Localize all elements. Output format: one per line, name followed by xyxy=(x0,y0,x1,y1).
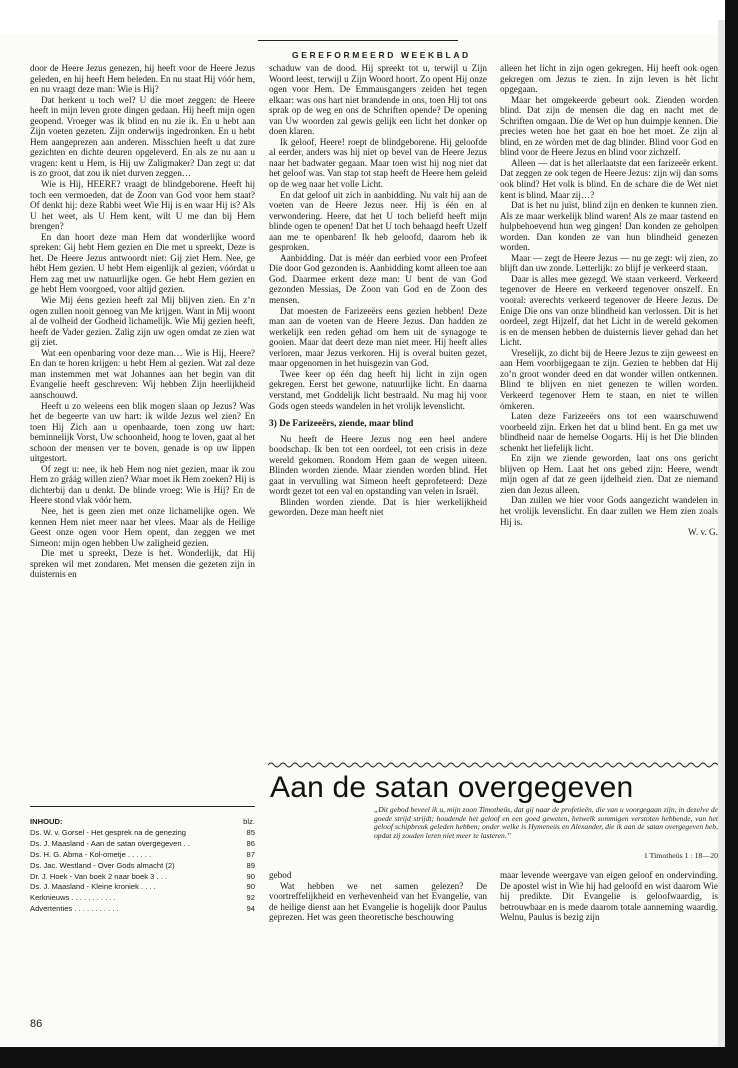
author-signature: W. v. G. xyxy=(688,527,718,538)
table-of-contents xyxy=(30,817,255,915)
paragraph: Maar — zegt de Heere Jezus — nu ge zegt: wij zien, zo blijft dan uw zonde. Letterlijk: zo blijf je verkeerd staan. xyxy=(500,252,718,274)
toc-page-label: blz. xyxy=(243,817,255,826)
toc-item-page: 87 xyxy=(246,849,255,859)
paragraph: Dat moesten de Farizeeërs eens gezien hebben! Deze man aan de voeten van de Heere Jezus. Dan hadden ze werkelijk een reden gehad om hem uit de synagoge te gooien. Maar dat deert deze man niet meer. Hij heeft alles verloren, maar Jezus verkoren. Hij is overal buiten gezet, maar opgenomen in het huisgezin van God. xyxy=(269,305,487,369)
article-body-column-1 xyxy=(269,870,487,1040)
toc-item-title: Ds. Jac. Westland - Over Gods almacht (2) xyxy=(30,860,175,870)
paragraph: Wat hebben we net samen gelezen? De voortreffelijkheid en verhevenheid van het Evangelie, van de heilige dienst aan het Evangelie is hogelijk door Paulus geprezen. Het was geen theoretische beschouwing xyxy=(269,880,487,923)
paragraph: gebod xyxy=(269,870,292,880)
paragraph: Alleen — dat is het allerlaatste dat een farizeeër erkent. Dat zeggen ze ook tegen de Heere Jezus: zijn wij dan soms ook blind? Het volk is blind. En de schare die de Wet niet kent is blind. Maar zij…? xyxy=(500,157,718,200)
toc-header xyxy=(30,817,255,828)
scan-edge-shadow xyxy=(718,20,725,1060)
toc-item-title: Kerknieuws . . . . . . . . . . . xyxy=(30,893,116,903)
toc-item-page: 85 xyxy=(246,827,255,837)
paragraph: Aanbidding. Dat is méér dan eerbied voor een Profeet Die door God gezonden is. Aanbidding komt alleen toe aan God. Daarmee erkent deze man: U bent de van God gezonden Messias, De Zoon van God en de Zoon des mensen. xyxy=(269,252,487,306)
toc-item-title: Ds. J. Maasland - Aan de satan overgegeven . . xyxy=(30,838,190,848)
toc-item xyxy=(30,861,255,872)
running-title: GEREFORMEERD WEEKBLAD xyxy=(292,50,471,60)
paragraph: Dan zullen we hier voor Gods aangezicht wandelen in het vrolijk levenslicht. En daar zullen we Hem zien zoals Hij is. xyxy=(500,495,718,527)
paragraph: Wie Mij éens gezien heeft zal Mij blijven zien. En z’n ogen zullen nooit genoeg van Me krijgen. Want in Mij woont al de volheid der Godheid lichamelijk. Wie Mij gezien heeft, heeft de Vader gezien. Zalig zijn uw ogen omdat ze zien wat gij ziet. xyxy=(30,295,255,348)
paragraph: En dat geloof uit zich in aanbidding. Nu valt hij aan de voeten van de Heere Jezus neer. Hij is één en al verwondering. Heere, dat het U toch beliefd heeft mijn blinde ogen te openen! Dat het U toch behaagd heeft Uzelf aan me te openbaren! Ik heb geloofd, daarom heb ik gesproken. xyxy=(269,189,487,253)
article-body-column-2 xyxy=(500,870,718,1040)
header-rule xyxy=(258,40,458,41)
scan-right-edge xyxy=(725,0,738,1068)
paragraph: Die met u spreekt, Deze is het. Wonderlijk, dat Hij spreken wil met zondaren. Met mensen die gezeten zijn in duisternis en xyxy=(30,548,255,580)
toc-heading: INHOUD: xyxy=(30,817,63,826)
scan-top-margin xyxy=(0,0,738,34)
paragraph: Vreselijk, zo dicht bij de Heere Jezus te zijn geweest en aan Hem voorbijgegaan te zijn. Gezien te hebben dat Hij zo’n groot wonder deed en dat wonder willen ontkennen. Blind te blijven en niet genezen te willen worden. Verkeerd tegenover Hem te staan, en niet te willen ómkeren. xyxy=(500,347,718,411)
paragraph: Blinden worden ziende. Dat is hier werkelijkheid geworden. Deze man heeft niet xyxy=(269,496,487,518)
toc-item xyxy=(30,828,255,839)
paragraph: door de Heere Jezus genezen, hij heeft voor de Heere Jezus geleden, en hij heeft Hem beleden. En nu staat Hij vóór hem, en nu vraagt deze man: Wie is Hij? xyxy=(30,63,255,95)
toc-item xyxy=(30,839,255,850)
toc-item-title: Ds. W. v. Gorsel - Het gesprek na de genezing xyxy=(30,827,187,837)
toc-list xyxy=(30,828,255,915)
paragraph: Dat herkent u toch wel? U die moet zeggen: de Heere heeft in mijn leven grote dingen gedaan. Hij heeft mijn ogen geopend. Vroeger was ik blind en nu zie ik. En u hebt aan Zijn voeten gezeten. Zijn onderwijs ingedronken. En u hebt Hem aangeprezen aan anderen. Misschien heeft u dat zure gezichten en dichte deuren opgeleverd. En als ze nu aan u vragen: kent u Hem, is Hij uw Zaligmaker? Dan zegt u: dat is zo groot, dat zou ik niet durven zeggen… xyxy=(30,94,255,179)
article-epigraph: „Dit gebod beveel ik u, mijn zoon Timotheüs, dat gij naar de profetieën, die van u voorgegaan zijn, in dezelve de goede strijd strijdt; houdende het geloof en een goed geweten, hetwelk sommigen verstoten hebbende, van het geloof schipbreuk geleden hebben; onder welke is Hymeneüs en Alexander, die ik aan de satan overgegeven heb, opdat zij zouden leren niet meer te lasteren.” xyxy=(374,805,718,840)
scan-bottom-edge xyxy=(0,1047,738,1068)
paragraph: Nee, het is geen zien met onze lichamelijke ogen. We kennen Hem niet meer naar het vlees. Maar als de Heilige Geest onze ogen voor Hem opent, dan zeggen we met Simeon: mijn ogen hebben Uw zaligheid gezien. xyxy=(30,505,255,548)
paragraph: Twee keer op één dag heeft hij licht in zijn ogen gekregen. Eerst het gewone, natuurlijke licht. En daarna verstand, met Goddelijk licht bestraald. Nu mag hij voor Gods ogen steeds wandelen in het vrolijk levenslicht. xyxy=(269,368,487,411)
toc-item-page: 92 xyxy=(246,893,255,903)
column-3 xyxy=(500,63,718,763)
toc-item-page: 90 xyxy=(246,871,255,881)
article-title: Aan de satan overgegeven xyxy=(270,771,634,804)
paragraph: Of zegt u: nee, ik heb Hem nog niet gezien, maar ik zou Hem zo gráág willen zien? Waar moet ik Hem zoeken? Hij is dichterbij dan u denkt. De blinde vroeg: Wie is Hij? En de Heere stond vlak vóór hem. xyxy=(30,463,255,506)
paragraph: Ik geloof, Heere! roept de blindgeborene. Hij geloofde al eerder, anders was hij niet op bevel van de Heere Jezus naar het badwater gegaan. Maar toen wist hij nog niet dat het geloof was. Van stap tot stap heeft de Heere hem geleid op de weg naar het volle Licht. xyxy=(269,136,487,190)
paragraph: Heeft u zo weleens een blik mogen slaan op Jezus? Was het de begeerte van uw hart: ik wilde Jezus wel zien? En toen Hij Zich aan u openbaarde, toen zong uw hart: beminnelijk Vorst, Uw schoonheid, hoog te loven, gaat al het schoon der mensen ver te boven, genade is op uw lippen uitgestort. xyxy=(30,400,255,464)
paragraph: Laten deze Farizeeërs ons tot een waarschuwend voorbeeld zijn. Erken het dat u blind bent. En ga met uw blindheid naar de hemelse Oogarts. Hij is het Die blinden schenkt het liefelijk licht. xyxy=(500,411,718,453)
toc-item xyxy=(30,850,255,861)
toc-top-rule xyxy=(30,806,255,807)
paragraph: maar levende weergave van eigen geloof en ondervinding. De apostel wist in Wie hij had geloofd en wist daarom Wie hij predikte. Dit Evangelie is geloofwaardig, is betrouwbaar en is mede daarom totale aanneming waardig. Welnu, Paulus is bezig zijn xyxy=(500,870,718,923)
toc-item-title: Advertenties . . . . . . . . . . . xyxy=(30,904,119,914)
toc-item-title: Ds. H. G. Abma - Kol-ometje . . . . . . xyxy=(30,849,152,859)
toc-item-title: Ds. J. Maasland - Kleine kroniek . . . . xyxy=(30,882,156,892)
paragraph: alleen het licht in zijn ogen gekregen. Hij heeft ook ogen gekregen om Jezus te zien. In zijn leven is hèt licht opgegaan. xyxy=(500,63,718,95)
paragraph: Maar het omgekeerde gebeurt ook. Zienden worden blind. Dat zijn de mensen die dag en nacht met de Schriften omgaan. Die de Wet op hun duimpje kennen. Die precies weten hoe het gaat en hoe het moet. Ze zijn al blind, en ze wòrden met de dag blinder. Blind voor God en blind voor de Heere Jezus en blind voor zichzelf. xyxy=(500,94,718,158)
toc-item xyxy=(30,872,255,883)
toc-item-page: 94 xyxy=(246,904,255,914)
paragraph: En zijn we ziende geworden, laat ons ons gericht blijven op Hem. Laat het ons gebed zijn: Heere, wendt mijn ogen af dat ze geen ijdelheid zien. Dat ze niemand zien dan Jezus alleen. xyxy=(500,453,718,495)
column-1 xyxy=(30,63,255,788)
epigraph-reference: 1 Timotheüs 1 : 18—20 xyxy=(643,851,718,860)
toc-item-page: 89 xyxy=(246,860,255,870)
paragraph: En dan hoort deze man Hem dat wonderlijke woord spreken: Gij hebt Hem gezien en Die met u spreekt, Deze is het. De Heere Jezus antwoordt niet: Gij ziet Hem. Nee, ge hébt Hem gezien. U hebt Hem eigenlijk al gezien, vóórdat u Hem zag met uw natuurlijke ogen. Ge hebt Hem gezien en ge hebt Hem voorgoed, voor altijd gezien. xyxy=(30,231,255,295)
toc-item-page: 86 xyxy=(246,838,255,848)
paragraph: Nu heeft de Heere Jezus nog een heel andere boodschap. Ik ben tot een oordeel, tot een crisis in deze wereld gekomen. Rondom Hem gaan de wegen uiteen. Blinden worden ziende. Maar zienden worden blind. Het gaat in vervulling wat Simeon heeft geprofeteerd: Deze wordt gezet tot een val en opstanding van velen in Israël. xyxy=(269,433,487,497)
page-number: 86 xyxy=(30,1018,43,1030)
paragraph: Dat is het nu juist, blind zijn en denken te kunnen zien. Als ze maar werkelijk blind waren! Als ze maar tastend en hulpbehoevend hun weg gingen! Dan konden ze geholpen worden. Dan konden ze van hun blindheid genezen worden. xyxy=(500,200,718,253)
paragraph: Wat een openbaring voor deze man… Wie is Hij, Heere? En dan te horen krijgen: u hebt Hem al gezien. Wat zal deze man instemmen met wat Johannes aan het begin van dit Evangelie heeft geschreven: Wij hebben Zijn heerlijkheid aanschouwd. xyxy=(30,347,255,400)
paragraph: schaduw van de dood. Hij spreekt tot u, terwijl u Zijn Woord leest, terwijl u Zijn Woord hoort. Zo opent Hij onze ogen voor Hem. De Emmausgangers zeiden het tegen elkaar: was ons hart niet brandende in ons, toen Hij tot ons sprak op de weg en ons de Schriften opende? De opening van Uw woorden zal gewis gelijk een licht het donker op doen klaren. xyxy=(269,63,487,137)
column-2 xyxy=(269,63,487,760)
wavy-divider xyxy=(268,761,718,769)
paragraph: Daar is alles mee gezegd. We staan verkeerd. Verkeerd tegenover de Heere en verkeerd tegenover onszelf. En vooral: averechts verkeerd tegenover de Heere Jezus. De Enige Die ons van onze blindheid kan verlossen. Dit is het oordeel, zegt Hijzelf, dat het Licht in de wereld gekomen is en de mensen hebben de duisternis liever gehad dan het Licht. xyxy=(500,273,718,348)
toc-item xyxy=(30,882,255,893)
toc-item xyxy=(30,904,255,915)
section-heading: 3) De Farizeeërs, ziende, maar blind xyxy=(269,419,414,430)
toc-item-page: 90 xyxy=(246,882,255,892)
toc-item xyxy=(30,893,255,904)
toc-item-title: Dr. J. Hoek - Van boek 2 naar boek 3 . . . xyxy=(30,871,168,881)
paragraph: Wie is Hij, HEERE? vraagt de blindgeborene. Heeft hij toch een vermoeden, dat de Zoon van God voor hem staat? Of denkt hij: deze Rabbi weet Wie Hij is en waar Hij is? Als U het weet, als U Hem kent, wilt U me dan bij Hem brengen? xyxy=(30,179,255,232)
